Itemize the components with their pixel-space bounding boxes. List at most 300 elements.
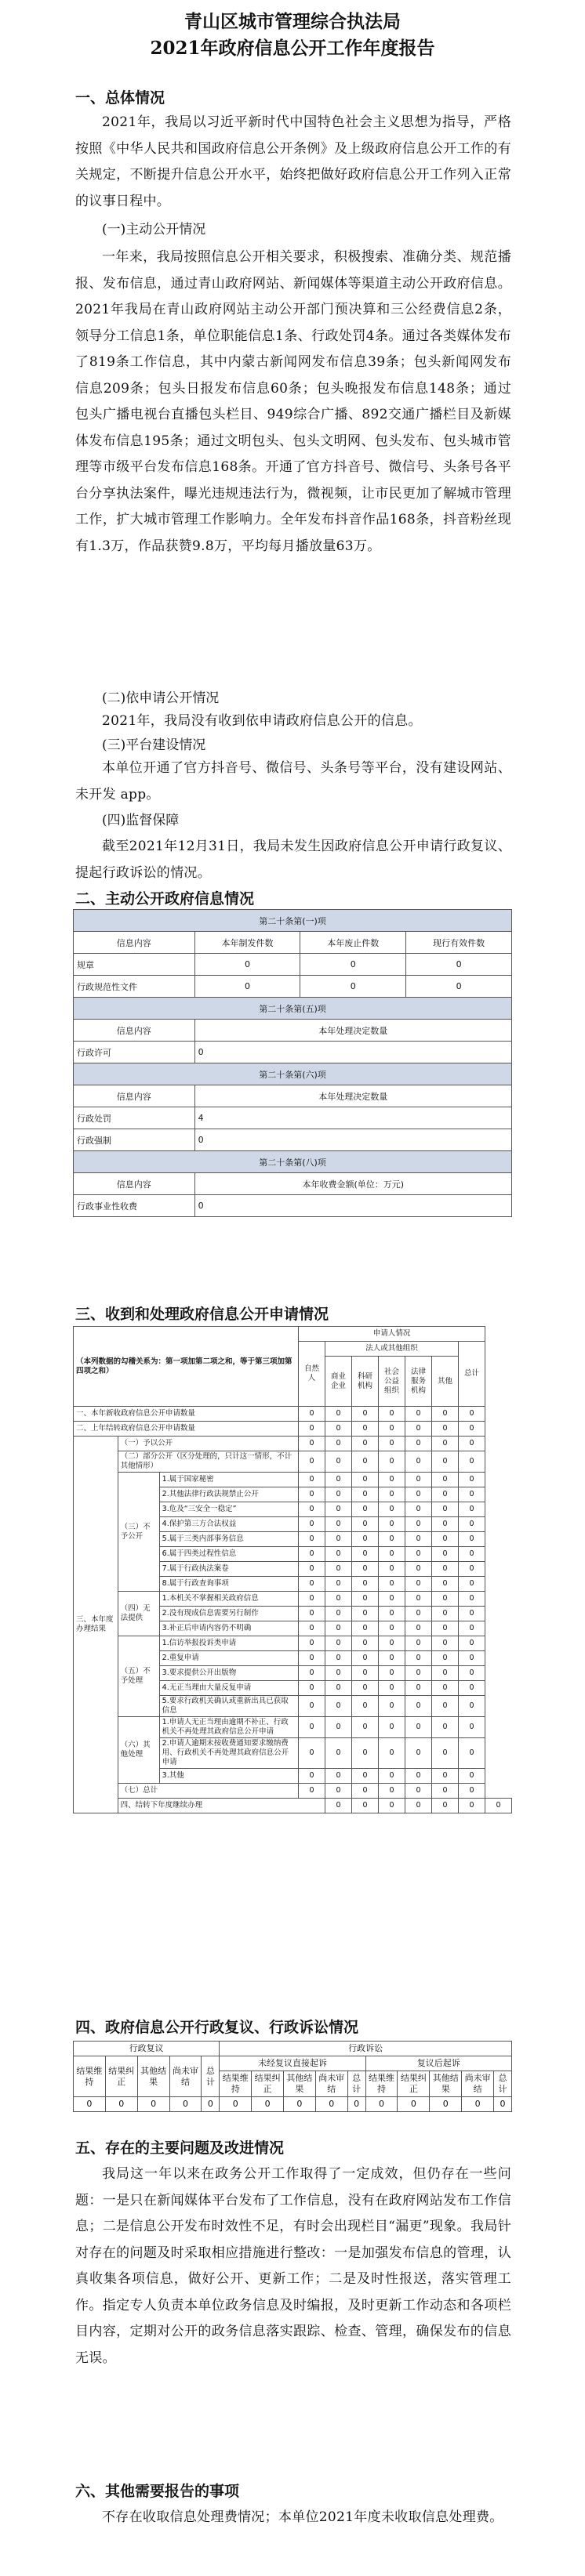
cell-value: 0 bbox=[405, 1592, 432, 1607]
cell-value: 0 bbox=[299, 1717, 325, 1738]
band-item6: 第二十条第(六)项 bbox=[74, 1063, 512, 1085]
report-title-line2: 2021年政府信息公开工作年度报告 bbox=[150, 38, 435, 59]
cell-value: 0 bbox=[299, 1532, 325, 1547]
row-label: 3.补正后申请内容仍不明确 bbox=[159, 1621, 298, 1636]
table-corner-note: （本列数据的勾稽关系为：第一项加第二项之和，等于第三项加第四项之和） bbox=[74, 1327, 299, 1407]
cell-value: 0 bbox=[325, 1547, 352, 1562]
cell-value: 0 bbox=[379, 1607, 405, 1621]
cell-value: 0 bbox=[325, 1696, 352, 1717]
row-label: 1.本机关不掌握相关政府信息 bbox=[159, 1592, 298, 1607]
row-label: 1.属于国家秘密 bbox=[159, 1473, 298, 1487]
cell-value: 0 bbox=[379, 1422, 405, 1437]
cell-value: 0 bbox=[432, 1502, 459, 1517]
cell-value: 0 bbox=[459, 1577, 485, 1592]
cell-value: 0 bbox=[405, 1502, 432, 1517]
cell-value: 0 bbox=[299, 1437, 325, 1451]
col-total: 总计 bbox=[459, 1342, 485, 1407]
cell-value: 0 bbox=[352, 1784, 379, 1799]
col-pending: 尚未审结 bbox=[315, 2071, 347, 2097]
col-valid: 现行有效件数 bbox=[406, 932, 512, 954]
cell-value: 0 bbox=[379, 1681, 405, 1696]
cell-value: 0 bbox=[405, 1562, 432, 1577]
cell-value: 0 bbox=[459, 1502, 485, 1517]
col-total: 总计 bbox=[347, 2071, 365, 2097]
cell-value: 0 bbox=[325, 1517, 352, 1532]
cell-value: 0 bbox=[202, 2097, 220, 2112]
cell-value: 0 bbox=[459, 1607, 485, 1621]
cell-value: 0 bbox=[459, 1769, 485, 1784]
row-label: 3.要求提供公开出版物 bbox=[159, 1666, 298, 1681]
col-review-other: 其他结果 bbox=[137, 2056, 169, 2097]
row-label: 一、本年新收政府信息公开申请数量 bbox=[74, 1407, 299, 1422]
cell-value: 0 bbox=[299, 1607, 325, 1621]
col-correct: 结果纠正 bbox=[398, 2071, 430, 2097]
row-label: 行政规范性文件 bbox=[74, 976, 195, 998]
col-content: 信息内容 bbox=[74, 932, 195, 954]
row-label: 3.其他 bbox=[159, 1769, 298, 1784]
col-content: 信息内容 bbox=[74, 1173, 195, 1195]
cell-value: 0 bbox=[299, 1636, 325, 1651]
cell-value: 0 bbox=[432, 1696, 459, 1717]
cell-value: 0 bbox=[432, 1562, 459, 1577]
cell-value: 0 bbox=[352, 1517, 379, 1532]
header-review: 行政复议 bbox=[74, 2042, 220, 2056]
table-row bbox=[74, 1784, 512, 1799]
cell-value: 4 bbox=[194, 1107, 511, 1129]
cell-value: 0 bbox=[325, 1577, 352, 1592]
cell-value: 0 bbox=[432, 1738, 459, 1769]
table-row bbox=[74, 1451, 512, 1473]
cell-value: 0 bbox=[352, 1636, 379, 1651]
cell-value: 0 bbox=[365, 2097, 398, 2112]
row-label: （二）部分公开（区分处理的，只计这一情形，不计其他情形） bbox=[118, 1451, 298, 1473]
cell-value: 0 bbox=[432, 1607, 459, 1621]
cell-value: 0 bbox=[352, 1696, 379, 1717]
cell-value: 0 bbox=[194, 954, 300, 976]
col-maintain: 结果维持 bbox=[220, 2071, 252, 2097]
cell-value: 0 bbox=[325, 1636, 352, 1651]
cell-value: 0 bbox=[405, 1532, 432, 1547]
cell-value: 0 bbox=[432, 1473, 459, 1487]
cell-value: 0 bbox=[379, 1577, 405, 1592]
row-label: 行政许可 bbox=[74, 1042, 195, 1063]
cell-value: 0 bbox=[352, 1407, 379, 1422]
cell-value: 0 bbox=[379, 1547, 405, 1562]
row-label: 3.危及“三安全一稳定” bbox=[159, 1502, 298, 1517]
header-litigation: 行政诉讼 bbox=[220, 2042, 512, 2056]
col-correct: 结果纠正 bbox=[252, 2071, 284, 2097]
band-item5: 第二十条第(五)项 bbox=[74, 998, 512, 1020]
cell-value: 0 bbox=[194, 1042, 511, 1063]
row-label: 二、上年结转政府信息公开申请数量 bbox=[74, 1422, 299, 1437]
cell-value: 0 bbox=[325, 1562, 352, 1577]
cell-value: 0 bbox=[405, 1547, 432, 1562]
cell-value: 0 bbox=[352, 1502, 379, 1517]
col-fee: 本年收费金额(单位：万元) bbox=[194, 1173, 511, 1195]
cell-value: 0 bbox=[352, 1769, 379, 1784]
cell-value: 0 bbox=[405, 1487, 432, 1502]
cell-value: 0 bbox=[379, 1666, 405, 1681]
cell-value: 0 bbox=[432, 1621, 459, 1636]
table-row bbox=[74, 1422, 512, 1437]
cell-value: 0 bbox=[325, 1532, 352, 1547]
cell-value: 0 bbox=[459, 1422, 485, 1437]
row-label: 2.重复申请 bbox=[159, 1651, 298, 1666]
cell-value: 0 bbox=[325, 1451, 352, 1473]
cell-value: 0 bbox=[352, 1738, 379, 1769]
cell-value: 0 bbox=[299, 1592, 325, 1607]
section6-heading: 六、其他需要报告的事项 bbox=[75, 2483, 240, 2500]
cell-value: 0 bbox=[74, 2097, 106, 2112]
cell-value: 0 bbox=[432, 1769, 459, 1784]
values-row bbox=[74, 2097, 512, 2112]
cell-value: 0 bbox=[299, 1517, 325, 1532]
row-subgroup-label: （六）其他处理 bbox=[118, 1717, 159, 1784]
cell-value: 0 bbox=[299, 1738, 325, 1769]
col-decisions: 本年处理决定数量 bbox=[194, 1020, 511, 1042]
cell-value: 0 bbox=[325, 1769, 352, 1784]
cell-value: 0 bbox=[352, 1621, 379, 1636]
row-label: 2.没有现成信息需要另行制作 bbox=[159, 1607, 298, 1621]
cell-value: 0 bbox=[379, 1562, 405, 1577]
band-item1: 第二十条第(一)项 bbox=[74, 910, 512, 932]
section1-p3: 本单位开通了官方抖音号、微信号、头条号等平台，没有建设网站、未开发 app。 bbox=[75, 760, 511, 803]
cell-value: 0 bbox=[405, 1621, 432, 1636]
col-review-correct: 结果纠正 bbox=[105, 2056, 137, 2097]
cell-value: 0 bbox=[462, 2097, 494, 2112]
header-direct-suit: 未经复议直接起诉 bbox=[220, 2056, 365, 2071]
cell-value: 0 bbox=[252, 2097, 284, 2112]
cell-value: 0 bbox=[405, 1717, 432, 1738]
row-subgroup-label: （五）不予处理 bbox=[118, 1636, 159, 1717]
cell-value: 0 bbox=[459, 1651, 485, 1666]
cell-value: 0 bbox=[299, 1451, 325, 1473]
cell-value: 0 bbox=[459, 1621, 485, 1636]
cell-value: 0 bbox=[405, 1666, 432, 1681]
section1-sub4: (四)监督保障 bbox=[102, 813, 180, 828]
cell-value: 0 bbox=[220, 2097, 252, 2112]
cell-value: 0 bbox=[405, 1437, 432, 1451]
section1-p4: 截至2021年12月31日，我局未发生因政府信息公开申请行政复议、提起行政诉讼的情况。 bbox=[75, 839, 511, 881]
table-row bbox=[74, 1592, 512, 1607]
cell-value: 0 bbox=[352, 1799, 379, 1813]
header-post-review-suit: 复议后起诉 bbox=[365, 2056, 511, 2071]
cell-value: 0 bbox=[459, 1532, 485, 1547]
cell-value: 0 bbox=[379, 1784, 405, 1799]
cell-value: 0 bbox=[299, 1547, 325, 1562]
cell-value: 0 bbox=[432, 1437, 459, 1451]
cell-value: 0 bbox=[325, 1422, 352, 1437]
cell-value: 0 bbox=[405, 1422, 432, 1437]
cell-value: 0 bbox=[432, 1651, 459, 1666]
cell-value: 0 bbox=[105, 2097, 137, 2112]
cell-value: 0 bbox=[137, 2097, 169, 2112]
cell-value: 0 bbox=[459, 1437, 485, 1451]
cell-value: 0 bbox=[405, 1473, 432, 1487]
cell-value: 0 bbox=[406, 954, 512, 976]
cell-value: 0 bbox=[379, 1799, 405, 1813]
cell-value: 0 bbox=[459, 1473, 485, 1487]
col-review-total: 总计 bbox=[202, 2056, 220, 2097]
cell-value: 0 bbox=[405, 1696, 432, 1717]
section1-sub1: (一)主动公开情况 bbox=[102, 222, 206, 237]
table-row bbox=[74, 1799, 512, 1813]
cell-value: 0 bbox=[432, 1577, 459, 1592]
cell-value: 0 bbox=[379, 1651, 405, 1666]
report-title-line1: 青山区城市管理综合执法局 bbox=[184, 11, 401, 32]
cell-value: 0 bbox=[430, 2097, 462, 2112]
cell-value: 0 bbox=[405, 1784, 432, 1799]
cell-value: 0 bbox=[405, 1607, 432, 1621]
table-row bbox=[74, 1437, 512, 1451]
col-other: 其他结果 bbox=[284, 2071, 316, 2097]
section1-p1: 一年来，我局按照信息公开相关要求，积极搜索、准确分类、规范播报、发布信息，通过青山政府网站、新闻媒体等渠道主动公开政府信息。2021年我局在青山政府网站主动公开部门预决算和三公经费信息2条，领导分工信息1条，单位职能信息1条、行政处罚4条。通过各类媒体发布了819条工作信息，其中内蒙古新闻网发布信息39条；包头新闻网发布信息209条；包头日报发布信息60条；包头晚报发布信息148条；通过包头广播电视台直播包头栏目、949综合广播、892交通广播栏目及新媒体发布信息195条；通过文明包头、包头文明网、包头发布、包头城市管理等市级平台发布信息168条。开通了官方抖音号、微信号、头条号各平台分享执法案件，曝光违规违法行为，微视频，让市民更加了解城市管理工作，扩大城市管理工作影响力。全年发布抖音作品168条，抖音粉丝现有1.3万，作品获赞9.8万，平均每月播放量63万。 bbox=[75, 249, 511, 554]
cell-value: 0 bbox=[352, 1422, 379, 1437]
cell-value: 0 bbox=[299, 1784, 325, 1799]
cell-value: 0 bbox=[379, 1592, 405, 1607]
table-row bbox=[74, 1473, 512, 1487]
row-label: 行政强制 bbox=[74, 1129, 195, 1151]
cell-value: 0 bbox=[379, 1487, 405, 1502]
cell-value: 0 bbox=[352, 1487, 379, 1502]
cell-value: 0 bbox=[432, 1666, 459, 1681]
cell-value: 0 bbox=[299, 1696, 325, 1717]
cell-value: 0 bbox=[379, 1769, 405, 1784]
cell-value: 0 bbox=[194, 1129, 511, 1151]
cell-value: 0 bbox=[352, 1717, 379, 1738]
cell-value: 0 bbox=[405, 1681, 432, 1696]
cell-value: 0 bbox=[284, 2097, 316, 2112]
cell-value: 0 bbox=[325, 1437, 352, 1451]
cell-value: 0 bbox=[459, 1738, 485, 1769]
cell-value: 0 bbox=[405, 1451, 432, 1473]
cell-value: 0 bbox=[299, 1407, 325, 1422]
cell-value: 0 bbox=[432, 1487, 459, 1502]
row-label: 2.申请人逾期未按收费通知要求缴纳费用、行政机关不再处理其政府信息公开申请 bbox=[159, 1738, 298, 1769]
cell-value: 0 bbox=[325, 1487, 352, 1502]
col-maintain: 结果维持 bbox=[365, 2071, 398, 2097]
row-label: 8.属于行政查询事项 bbox=[159, 1577, 298, 1592]
row-group-label: 三、本年度办理结果 bbox=[74, 1437, 118, 1813]
cell-value: 0 bbox=[352, 1451, 379, 1473]
row-label: 规章 bbox=[74, 954, 195, 976]
col-legal-service: 法律服务机构 bbox=[405, 1357, 432, 1407]
cell-value: 0 bbox=[432, 1422, 459, 1437]
cell-value: 0 bbox=[299, 1473, 325, 1487]
col-issued: 本年制发件数 bbox=[194, 932, 300, 954]
cell-value: 0 bbox=[352, 1592, 379, 1607]
col-natural-person: 自然人 bbox=[299, 1342, 325, 1407]
cell-value: 0 bbox=[432, 1784, 459, 1799]
section6-p1: 不存在收取信息处理费情况；本单位2021年度未收取信息处理费。 bbox=[102, 2509, 503, 2525]
cell-value: 0 bbox=[405, 1769, 432, 1784]
cell-value: 0 bbox=[300, 954, 406, 976]
cell-value: 0 bbox=[459, 1666, 485, 1681]
section3-heading: 三、收到和处理政府信息公开申请情况 bbox=[75, 1306, 329, 1323]
cell-value: 0 bbox=[299, 1502, 325, 1517]
cell-value: 0 bbox=[169, 2097, 202, 2112]
cell-value: 0 bbox=[459, 1799, 485, 1813]
section1-sub2: (二)依申请公开情况 bbox=[102, 690, 220, 706]
col-pending: 尚未审结 bbox=[462, 2071, 494, 2097]
section5-p1: 我局这一年以来在政务公开工作取得了一定成效，但仍存在一些问题：一是只在新闻媒体平台发布了工作信息，没有在政府网站发布工作信息；二是信息公开发布时效性不足，有时会出现栏目“漏更”现象。我局针对存在的问题及时采取相应措施进行整改：一是加强发布信息的管理，认真收集各项信息，做好公开、更新工作；二是及时性报送，落实管理工作。指定专人负责本单位政务信息及时编报，及时更新工作动态和各项栏目内容，定期对公开的政务信息落实跟踪、检查、管理，确保发布的信息无误。 bbox=[75, 2166, 511, 2366]
cell-value: 0 bbox=[379, 1517, 405, 1532]
cell-value: 0 bbox=[459, 1681, 485, 1696]
row-label: 4.保护第三方合法权益 bbox=[159, 1517, 298, 1532]
cell-value: 0 bbox=[325, 1666, 352, 1681]
active-disclosure-table bbox=[73, 909, 512, 1217]
cell-value: 0 bbox=[379, 1717, 405, 1738]
cell-value: 0 bbox=[406, 976, 512, 998]
cell-value: 0 bbox=[432, 1636, 459, 1651]
band-item8: 第二十条第(八)项 bbox=[74, 1151, 512, 1173]
cell-value: 0 bbox=[315, 2097, 347, 2112]
cell-value: 0 bbox=[352, 1437, 379, 1451]
cell-value: 0 bbox=[352, 1607, 379, 1621]
cell-value: 0 bbox=[459, 1592, 485, 1607]
cell-value: 0 bbox=[352, 1532, 379, 1547]
cell-value: 0 bbox=[405, 1577, 432, 1592]
col-other: 其他 bbox=[432, 1357, 459, 1407]
cell-value: 0 bbox=[325, 1681, 352, 1696]
row-label: 行政处罚 bbox=[74, 1107, 195, 1129]
cell-value: 0 bbox=[459, 1517, 485, 1532]
cell-value: 0 bbox=[494, 2097, 512, 2112]
cell-value: 0 bbox=[405, 1799, 432, 1813]
cell-value: 0 bbox=[459, 1562, 485, 1577]
cell-value: 0 bbox=[379, 1502, 405, 1517]
cell-value: 0 bbox=[459, 1696, 485, 1717]
cell-value: 0 bbox=[379, 1738, 405, 1769]
section1-heading: 一、总体情况 bbox=[75, 89, 165, 107]
row-label: 7.属于行政执法案卷 bbox=[159, 1562, 298, 1577]
cell-value: 0 bbox=[398, 2097, 430, 2112]
section1-sub3: (三)平台建设情况 bbox=[102, 737, 206, 753]
cell-value: 0 bbox=[300, 976, 406, 998]
col-content: 信息内容 bbox=[74, 1085, 195, 1107]
table-row bbox=[74, 1636, 512, 1651]
cell-value: 0 bbox=[299, 1651, 325, 1666]
cell-value: 0 bbox=[325, 1473, 352, 1487]
col-total: 总计 bbox=[494, 2071, 512, 2097]
cell-value: 0 bbox=[432, 1799, 459, 1813]
cell-value: 0 bbox=[325, 1621, 352, 1636]
cell-value: 0 bbox=[299, 1487, 325, 1502]
row-label: （七）总计 bbox=[118, 1784, 298, 1799]
cell-value: 0 bbox=[299, 1422, 325, 1437]
row-subgroup-label: （四）无法提供 bbox=[118, 1592, 159, 1636]
cell-value: 0 bbox=[379, 1532, 405, 1547]
cell-value: 0 bbox=[325, 1407, 352, 1422]
cell-value: 0 bbox=[347, 2097, 365, 2112]
cell-value: 0 bbox=[299, 1666, 325, 1681]
cell-value: 0 bbox=[299, 1681, 325, 1696]
cell-value: 0 bbox=[405, 1636, 432, 1651]
cell-value: 0 bbox=[379, 1437, 405, 1451]
section2-heading: 二、主动公开政府信息情况 bbox=[75, 890, 255, 908]
cell-value: 0 bbox=[459, 1407, 485, 1422]
cell-value: 0 bbox=[325, 1502, 352, 1517]
cell-value: 0 bbox=[459, 1547, 485, 1562]
review-litigation-table bbox=[73, 2041, 512, 2112]
cell-value: 0 bbox=[379, 1473, 405, 1487]
col-public-welfare: 社会公益组织 bbox=[379, 1357, 405, 1407]
cell-value: 0 bbox=[432, 1517, 459, 1532]
row-label: 5.要求行政机关确认或重新出具已获取信息 bbox=[159, 1696, 298, 1717]
section1-intro: 2021年，我局以习近平新时代中国特色社会主义思想为指导，严格按照《中华人民共和国政府信息公开条例》及上级政府信息公开工作的有关规定，不断提升信息公开水平，始终把做好政府信息公开工作列入正常的议事日程中。 bbox=[75, 114, 511, 209]
cell-value: 0 bbox=[194, 976, 300, 998]
cell-value: 0 bbox=[459, 1451, 485, 1473]
row-subgroup-label: （三）不予公开 bbox=[118, 1473, 159, 1592]
cell-value: 0 bbox=[432, 1532, 459, 1547]
cell-value: 0 bbox=[405, 1407, 432, 1422]
cell-value: 0 bbox=[405, 1651, 432, 1666]
cell-value: 0 bbox=[194, 1195, 511, 1217]
cell-value: 0 bbox=[352, 1651, 379, 1666]
cell-value: 0 bbox=[352, 1681, 379, 1696]
row-label: 2.其他法律行政法规禁止公开 bbox=[159, 1487, 298, 1502]
col-abolished: 本年废止件数 bbox=[300, 932, 406, 954]
cell-value: 0 bbox=[299, 1562, 325, 1577]
table-row bbox=[74, 1407, 512, 1422]
cell-value: 0 bbox=[352, 1562, 379, 1577]
col-content: 信息内容 bbox=[74, 1020, 195, 1042]
cell-value: 0 bbox=[379, 1636, 405, 1651]
col-review-maintain: 结果维持 bbox=[74, 2056, 106, 2097]
cell-value: 0 bbox=[432, 1451, 459, 1473]
row-label: 4.无正当理由大量反复申请 bbox=[159, 1681, 298, 1696]
cell-value: 0 bbox=[352, 1577, 379, 1592]
cell-value: 0 bbox=[325, 1651, 352, 1666]
row-label: 四、结转下年度继续办理 bbox=[118, 1799, 325, 1813]
cell-value: 0 bbox=[485, 1799, 512, 1813]
application-table bbox=[73, 1326, 512, 1813]
cell-value: 0 bbox=[459, 1487, 485, 1502]
cell-value: 0 bbox=[352, 1473, 379, 1487]
col-other: 其他结果 bbox=[430, 2071, 462, 2097]
applicant-header: 申请人情况 bbox=[299, 1327, 485, 1342]
cell-value: 0 bbox=[405, 1738, 432, 1769]
cell-value: 0 bbox=[379, 1696, 405, 1717]
cell-value: 0 bbox=[325, 1607, 352, 1621]
cell-value: 0 bbox=[432, 1547, 459, 1562]
cell-value: 0 bbox=[352, 1547, 379, 1562]
cell-value: 0 bbox=[405, 1517, 432, 1532]
col-decisions: 本年处理决定数量 bbox=[194, 1085, 511, 1107]
section5-heading: 五、存在的主要问题及改进情况 bbox=[75, 2139, 285, 2157]
cell-value: 0 bbox=[432, 1717, 459, 1738]
section4-heading: 四、政府信息公开行政复议、行政诉讼情况 bbox=[75, 2019, 359, 2036]
row-label: （一）予以公开 bbox=[118, 1437, 298, 1451]
cell-value: 0 bbox=[325, 1784, 352, 1799]
cell-value: 0 bbox=[432, 1592, 459, 1607]
cell-value: 0 bbox=[325, 1592, 352, 1607]
col-research: 科研机构 bbox=[352, 1357, 379, 1407]
cell-value: 0 bbox=[325, 1738, 352, 1769]
cell-value: 0 bbox=[299, 1621, 325, 1636]
row-label: 行政事业性收费 bbox=[74, 1195, 195, 1217]
cell-value: 0 bbox=[459, 1717, 485, 1738]
cell-value: 0 bbox=[459, 1636, 485, 1651]
cell-value: 0 bbox=[352, 1666, 379, 1681]
cell-value: 0 bbox=[379, 1621, 405, 1636]
cell-value: 0 bbox=[299, 1577, 325, 1592]
cell-value: 0 bbox=[432, 1407, 459, 1422]
cell-value: 0 bbox=[432, 1681, 459, 1696]
cell-value: 0 bbox=[325, 1717, 352, 1738]
section1-p2: 2021年，我局没有收到依申请政府信息公开的信息。 bbox=[102, 713, 422, 729]
col-business: 商业企业 bbox=[325, 1357, 352, 1407]
